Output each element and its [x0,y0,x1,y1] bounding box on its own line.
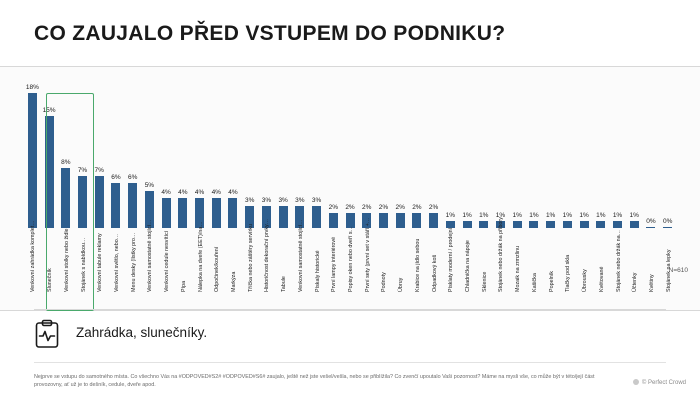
bar-item [342,13,359,296]
clipboard-pulse-icon [34,319,60,349]
bar-value-label: 3% [295,196,305,204]
bar-value-label: 4% [211,189,221,196]
bar-item [542,13,559,296]
bar [479,221,488,229]
bar-item [41,13,58,296]
bar-value-label: 7% [94,166,104,174]
bar [446,221,455,229]
bar-value-label: 6% [127,174,138,181]
bar-category-label: Sklenice [481,271,488,292]
bar-value-label: 8% [61,159,71,166]
bar-category-label: Krabice na jídlo sebou [414,238,421,292]
bar-category-label: Odpadkový koš [431,254,438,292]
bar-value-label: 1% [479,211,489,219]
bar [429,213,438,228]
bar-item [191,13,208,296]
bar-value-label: 3% [278,196,288,204]
bar-item [292,13,309,296]
bar-category-label: Popisy oken nebo dveří s… [348,226,355,292]
bar-item [258,13,275,296]
bar-item [174,13,191,296]
bar-category-label: Venkovní zahrádka komplet… [30,220,37,292]
bar-category-label: Chladnička na nápoje [465,240,472,292]
bar-item [124,13,141,296]
bar-value-label: 6% [111,174,121,181]
divider-top [34,309,666,310]
bar [329,213,338,228]
bar-category-label: Slunečník [47,268,54,292]
footer [0,366,700,408]
bar-category-label: První sety (první set v stáří +… [364,217,371,292]
bar-category-label: Účtenky [632,272,639,292]
bar-category-label: Mozaik na zrmzlinu [515,245,522,292]
bar-value-label: 4% [178,189,188,196]
bar-value-label: 3% [245,196,255,204]
bar-category-label: Květiny [648,274,655,292]
bar-series [24,81,676,296]
bar-item [241,13,258,296]
brand-label: © Perfect Crowd [641,380,686,386]
bar [463,221,472,229]
bar-item [459,13,476,296]
bar-item [74,13,91,296]
bar-category-label: Písklaty moderní / prodejní [448,227,455,292]
bar-category-label: Venkovní světlo, nebo… [113,233,120,292]
bar-item [275,13,292,296]
bar-value-label: 2% [345,204,355,211]
bar-item [358,13,375,296]
bar [279,206,288,229]
bar-value-label: 3% [311,196,322,204]
bar-category-label: Menu desky (lístky pro… [130,232,137,292]
brand-dot-icon [633,379,639,385]
bar [111,183,120,228]
bar-value-label: 1% [445,211,456,219]
bar-value-label: 2% [328,204,338,211]
divider-bottom [34,362,666,363]
bar-value-label: 1% [562,211,573,219]
bar-category-label: Úbruy [398,277,405,292]
bar-value-label: 18% [25,84,39,91]
bar-item [425,13,442,296]
bar-value-label: 2% [412,204,422,211]
bar [580,221,589,229]
bar-category-label: Stojánek nebo držák na příbory [498,217,505,292]
bar [412,213,421,228]
bar-value-label: 1% [629,211,639,219]
bar-item [592,13,609,296]
bar [613,221,622,229]
bar-item [208,13,225,296]
bar [228,198,237,228]
answer-strip [0,311,700,363]
bar [396,213,405,228]
bar [78,176,87,229]
bar-item [526,13,543,296]
bar-item [158,13,175,296]
bar-value-label: 1% [579,211,589,219]
bar-value-label: 15% [42,106,56,114]
bar-item [643,13,660,296]
bar [513,221,522,229]
bar-value-label: 1% [545,211,556,219]
bar [162,198,171,228]
chart-panel [0,67,700,311]
bar-item [375,13,392,296]
bar-value-label: 1% [512,211,522,219]
question-text: Nejprve se vstupu do samotného místa. Co všechno Vás na #ODPOVED#S2# #ODPOVED#S6# zaujalo, ještě než jste vešel/vešla, nebo se přiblížila? Co zvenčí upoutalo Vaši pozornost? Máme na mysli vše, co může být v této/její část provozovny, ať už je to dešník, cedule, dveře apod. [34,374,595,388]
bar-item [141,13,158,296]
bar-category-label: Podnoty [381,272,388,292]
bar [563,221,572,229]
bar-item [24,13,41,296]
bar [212,198,221,228]
bar-item [392,13,409,296]
bar [61,168,70,228]
bar-item [559,13,576,296]
bar-item [409,13,426,296]
bar-value-label: 0% [646,217,656,225]
bar [178,198,187,228]
bar-item [626,13,643,296]
bar [596,221,605,229]
bar-category-label: Kašička [531,273,538,292]
bar [646,227,655,229]
bar-chart [24,81,676,296]
bar-category-label: Markýza [230,271,237,292]
bar-item [225,13,242,296]
bar-category-label: Odpočinek/kouření [214,246,221,292]
bar [128,183,137,228]
bar-value-label: 1% [462,211,472,219]
bar-category-label: Historičnost dekorační prvky… [264,218,271,292]
bar-value-label: 2% [395,204,405,211]
bar-category-label: Pípa [180,280,187,292]
bar-value-label: 1% [529,211,539,219]
bar-category-label: První lampy interiérové [331,236,338,292]
page-title: CO ZAUJALO PŘED VSTUPEM DO PODNIKU? [34,22,506,45]
bar [663,227,672,229]
bar-category-label: Stojánek nebo držák na… [615,229,622,292]
bar-category-label: Popelník [548,271,555,292]
bar-category-label: Stojánek s nabídkou… [80,237,87,292]
bar-item [108,13,125,296]
bar-value-label: 7% [77,166,88,174]
bar-category-label: Venkovní cedule nesvítící [164,230,171,292]
bar-category-label: Venkovní samostatně stojící… [297,219,304,292]
bar-category-label: Úbrousky [582,269,589,292]
bar-value-label: 3% [261,196,272,204]
bar [95,176,104,229]
bar-value-label: 5% [144,181,155,189]
bar-value-label: 0% [662,217,673,225]
bar-category-label: Venkovní samostatně stojící… [147,219,154,292]
bar-category-label: Tříčka nebo záštěry servírku [247,223,254,292]
bar [379,213,388,228]
bar-value-label: 4% [228,189,238,196]
bar-category-label: Pískaly historické [314,250,321,292]
bar [529,221,538,229]
brand-credit [633,379,686,386]
bar-item [659,13,676,296]
bar [45,116,54,229]
bar-category-label: Venkovní tabule reklamy [97,233,104,292]
bar-value-label: 4% [194,189,205,196]
bar-item [57,13,74,296]
bar [28,93,37,228]
bar [630,221,639,229]
bar-item [91,13,108,296]
bar-value-label: 2% [428,204,439,211]
bar-item [325,13,342,296]
bar-item [442,13,459,296]
bar-item [609,13,626,296]
bar-value-label: 2% [378,204,389,211]
bar-category-label: Nálepka na dveře (EET)/na… [197,221,204,292]
bar-value-label: 4% [161,189,171,196]
bar-value-label: 1% [612,211,623,219]
bar-category-label: Tabule [281,276,288,292]
sample-size-note: N=610 [668,267,688,274]
bar-category-label: Venkovní stolky nebo židle [63,228,70,292]
bar-item [475,13,492,296]
bar-category-label: Stojánek na lepky [665,249,672,292]
bar-item [576,13,593,296]
bar-item [308,13,325,296]
bar-value-label: 1% [596,211,606,219]
bar-value-label: 2% [362,204,372,211]
bar-category-label: Květované [598,266,605,292]
bar-category-label: Tlačky pod skla [565,254,572,292]
bar-item [492,13,509,296]
bar [312,206,321,229]
bar [546,221,555,229]
bar-item [509,13,526,296]
bar-value-label: 1% [495,211,506,219]
answer-text: Zahrádka, slunečníky. [76,325,208,340]
